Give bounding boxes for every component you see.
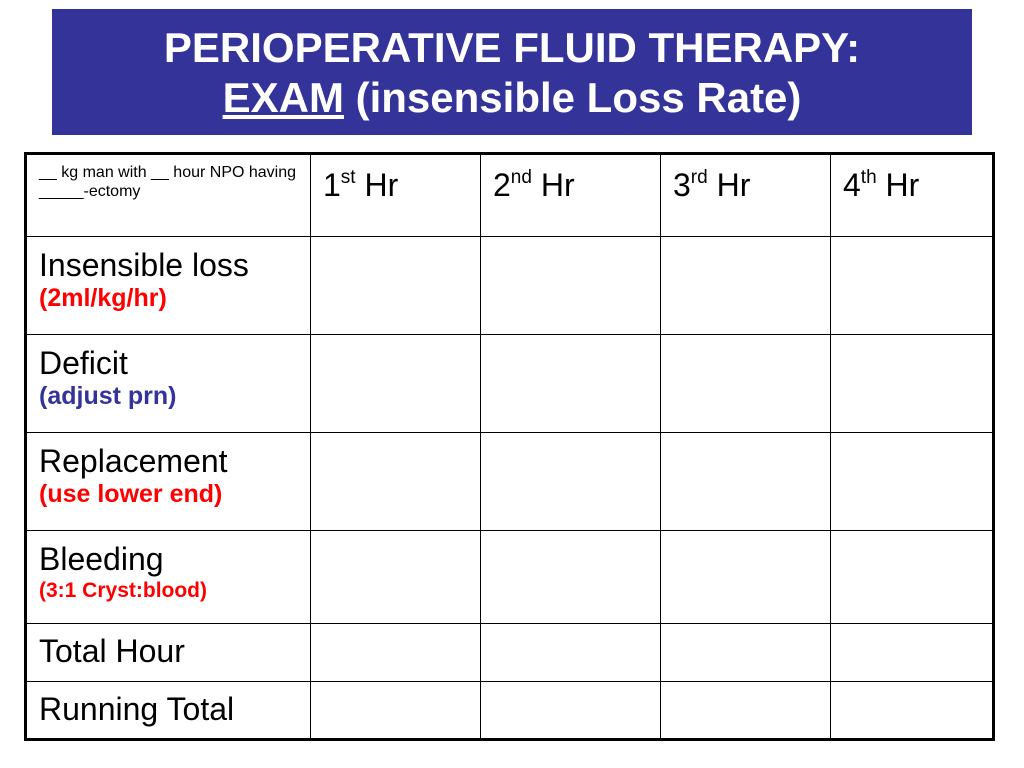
hour-suffix: st (340, 167, 356, 188)
hour-header-4 (831, 154, 994, 237)
title-subtitle: (insensible Loss Rate) (343, 74, 802, 121)
table-cell (311, 624, 481, 682)
table-cell (831, 531, 994, 624)
row-label-cell (26, 531, 311, 624)
hour-unit: Hr (531, 167, 575, 203)
table-cell (661, 433, 831, 531)
table-row (26, 237, 994, 335)
row-label-cell (26, 237, 311, 335)
title-line-2 (52, 73, 972, 123)
row-label: Total Hour (39, 633, 185, 669)
table-header-row (26, 154, 994, 237)
case-description: __ kg man with __ hour NPO having _____-ectomy (39, 164, 297, 200)
hour-unit: Hr (707, 167, 751, 203)
hour-num: 2 (493, 167, 511, 203)
table-cell (481, 682, 661, 740)
row-label: Bleeding (39, 541, 164, 577)
row-sublabel: (use lower end) (39, 480, 223, 508)
table-cell (831, 237, 994, 335)
table-cell (831, 682, 994, 740)
hour-suffix: rd (690, 167, 708, 188)
row-sublabel: (2ml/kg/hr) (39, 284, 167, 312)
row-label: Running Total (39, 691, 235, 727)
table-cell (831, 624, 994, 682)
title-exam: EXAM (222, 74, 344, 121)
table-cell (481, 624, 661, 682)
hour-num: 4 (843, 167, 861, 203)
table-row (26, 682, 994, 740)
row-label-cell (26, 624, 311, 682)
table-cell (661, 531, 831, 624)
table-cell (311, 237, 481, 335)
table-cell (661, 682, 831, 740)
row-label: Replacement (39, 443, 228, 479)
title-banner (52, 9, 972, 135)
case-description-cell (26, 154, 311, 237)
hour-header-3 (661, 154, 831, 237)
hour-unit: Hr (876, 167, 920, 203)
table-cell (831, 433, 994, 531)
table-cell (661, 237, 831, 335)
table-cell (481, 531, 661, 624)
table-cell (311, 682, 481, 740)
hour-header-2 (481, 154, 661, 237)
table-row (26, 335, 994, 433)
table-cell (311, 335, 481, 433)
table-cell (831, 335, 994, 433)
table-cell (481, 237, 661, 335)
hour-suffix: nd (510, 167, 532, 188)
row-sublabel: (adjust prn) (39, 382, 177, 410)
fluid-therapy-table (24, 152, 995, 741)
row-label-cell (26, 335, 311, 433)
hour-num: 3 (673, 167, 691, 203)
table-cell (481, 433, 661, 531)
table-row (26, 531, 994, 624)
row-sublabel: (3:1 Cryst:blood) (39, 579, 207, 602)
row-label-cell (26, 682, 311, 740)
table-row (26, 624, 994, 682)
hour-unit: Hr (355, 167, 399, 203)
hour-num: 1 (323, 167, 341, 203)
table-cell (661, 624, 831, 682)
table-row (26, 433, 994, 531)
row-label: Insensible loss (39, 247, 249, 283)
table-cell (311, 531, 481, 624)
row-label: Deficit (39, 345, 128, 381)
table-cell (661, 335, 831, 433)
title-line-1: PERIOPERATIVE FLUID THERAPY: (163, 24, 861, 71)
hour-header-1 (311, 154, 481, 237)
row-label-cell (26, 433, 311, 531)
table-cell (481, 335, 661, 433)
hour-suffix: th (860, 167, 877, 188)
table-cell (311, 433, 481, 531)
